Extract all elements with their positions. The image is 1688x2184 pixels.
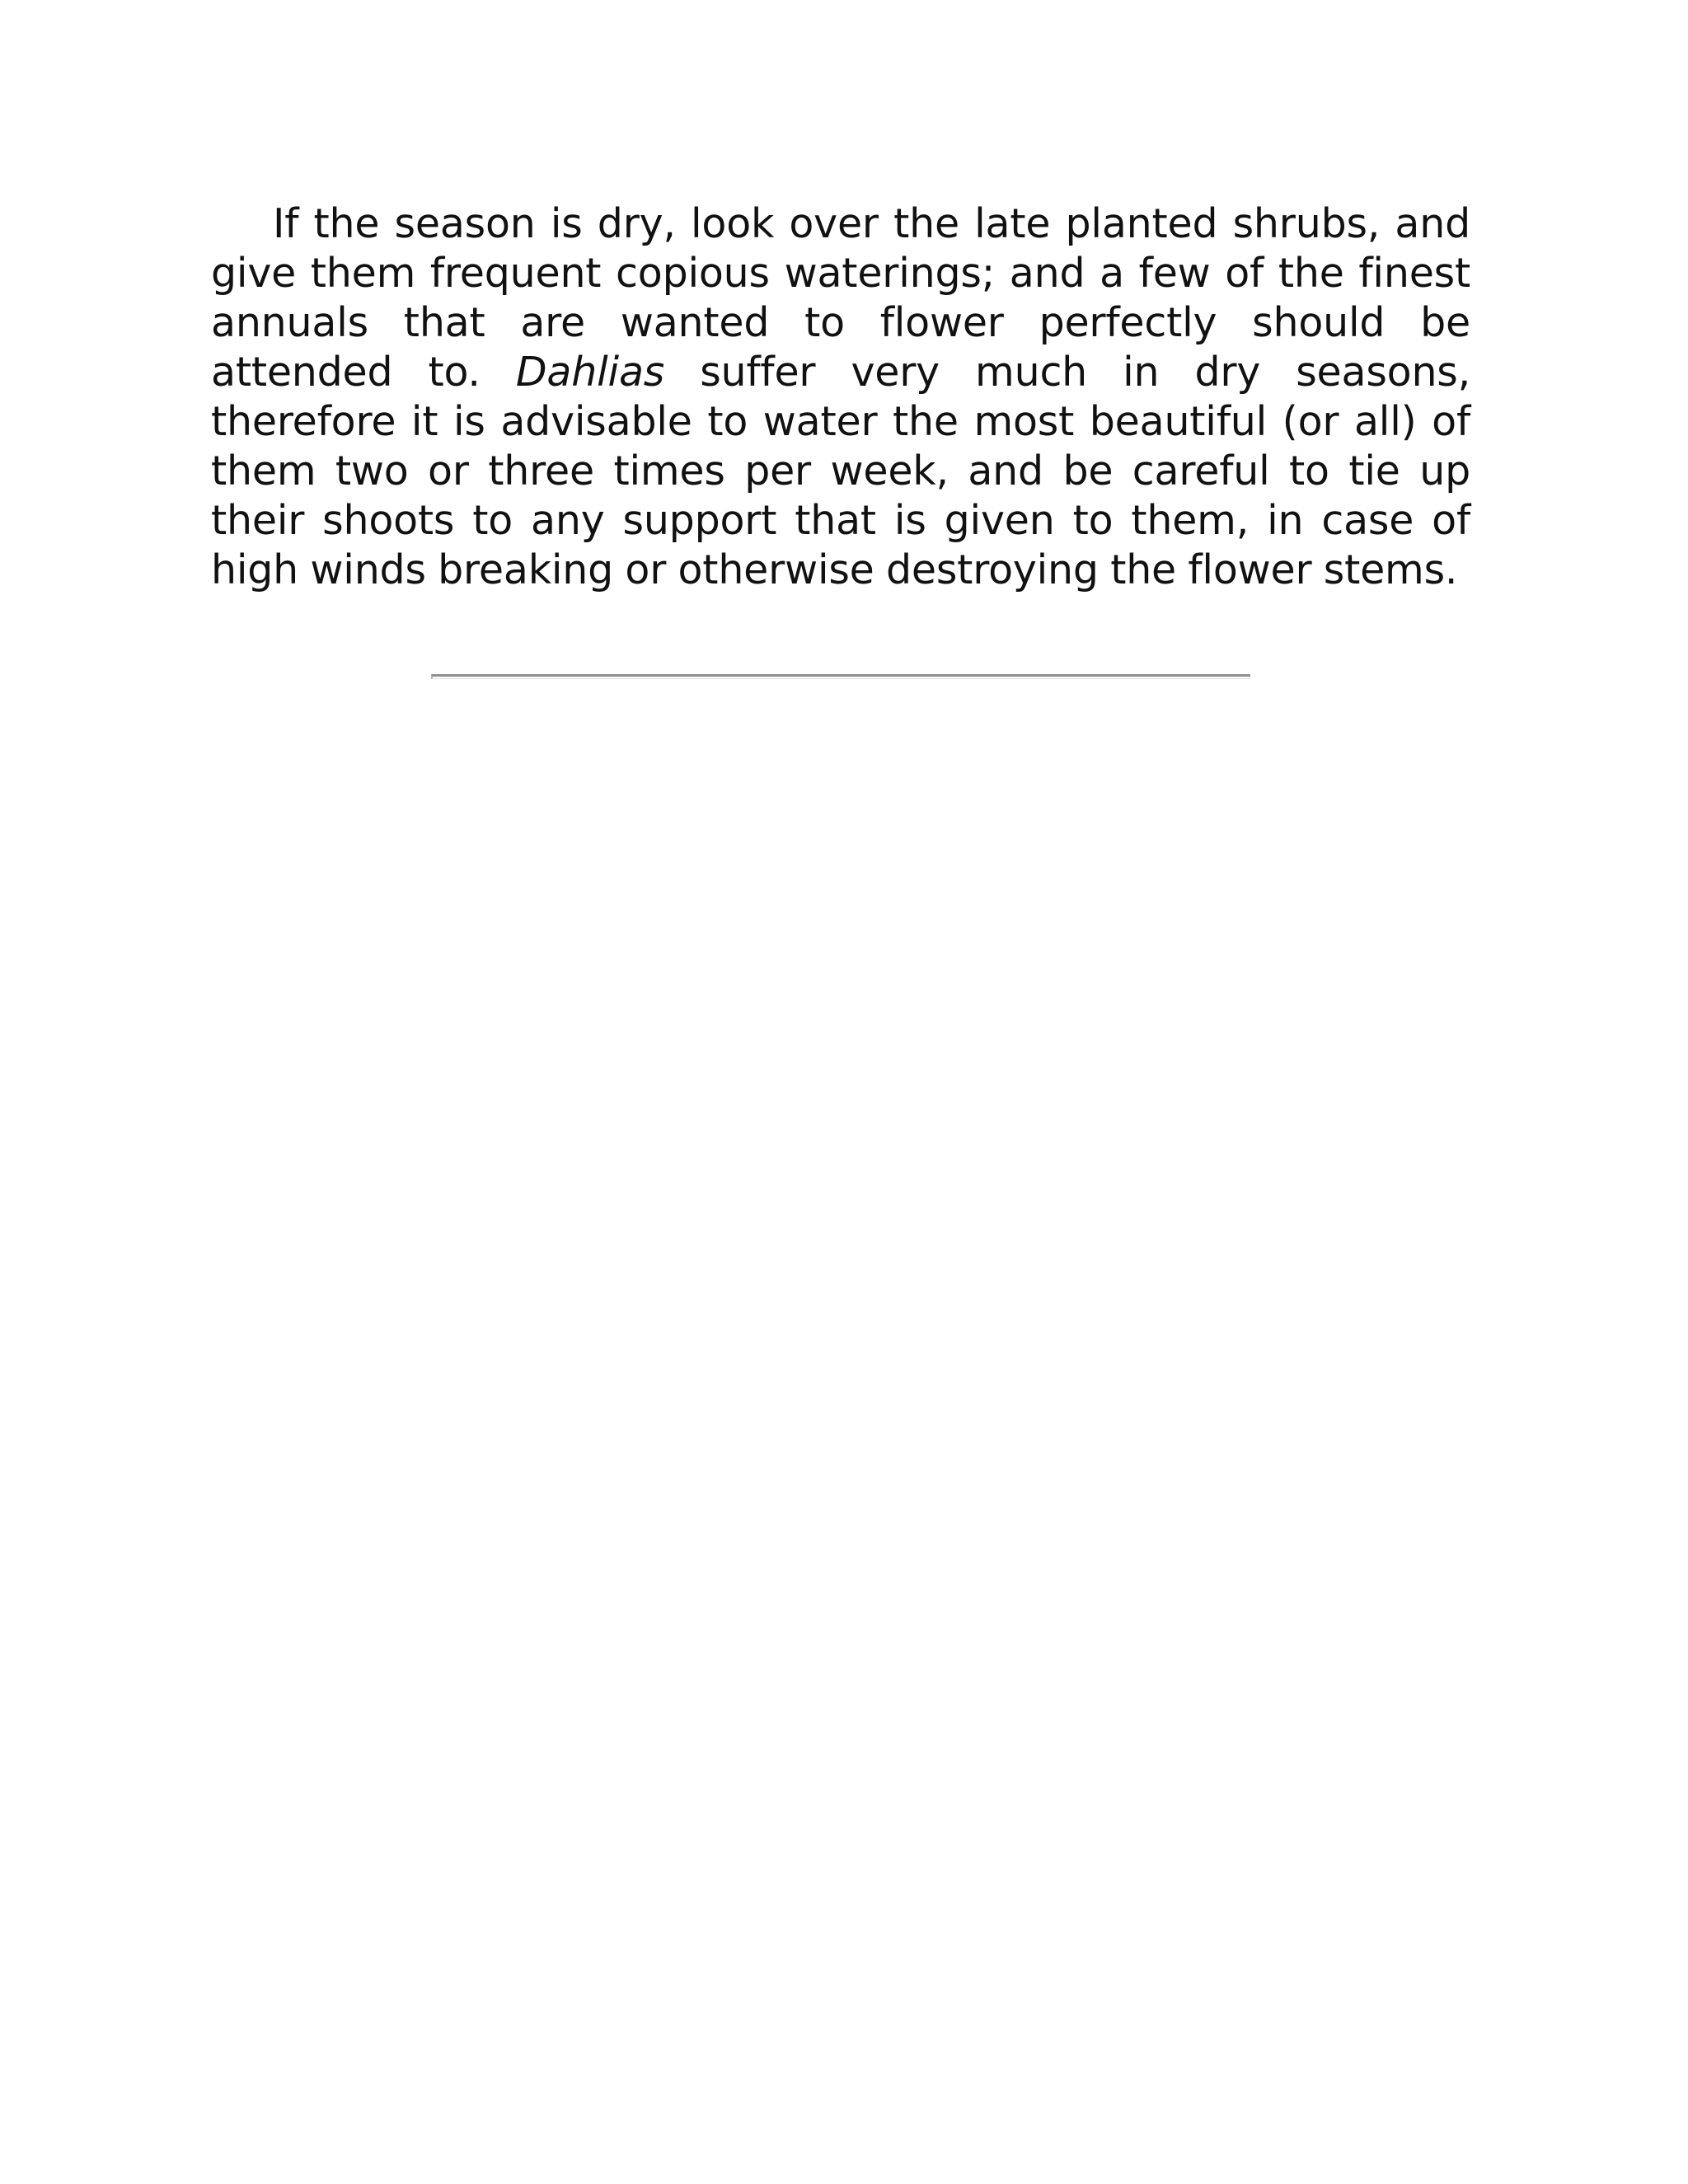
section-divider <box>431 674 1250 679</box>
italic-term-dahlias: Dahlias <box>515 349 665 396</box>
paragraph-text-start: If the season is dry, look over the late planted shrubs, and give them frequent copious waterings; and a few of the finest annuals that are wanted to flower perfectly should be attended to. <box>211 200 1470 396</box>
body-paragraph <box>211 199 1470 595</box>
paragraph-text-end: suffer very much in dry seasons, therefore it is advisable to water the most beautiful (or all) of them two or three times per week, and be careful to tie up their shoots to any support that is given to them, in case of high winds breaking or otherwise destroying the flower stems. <box>211 349 1471 593</box>
